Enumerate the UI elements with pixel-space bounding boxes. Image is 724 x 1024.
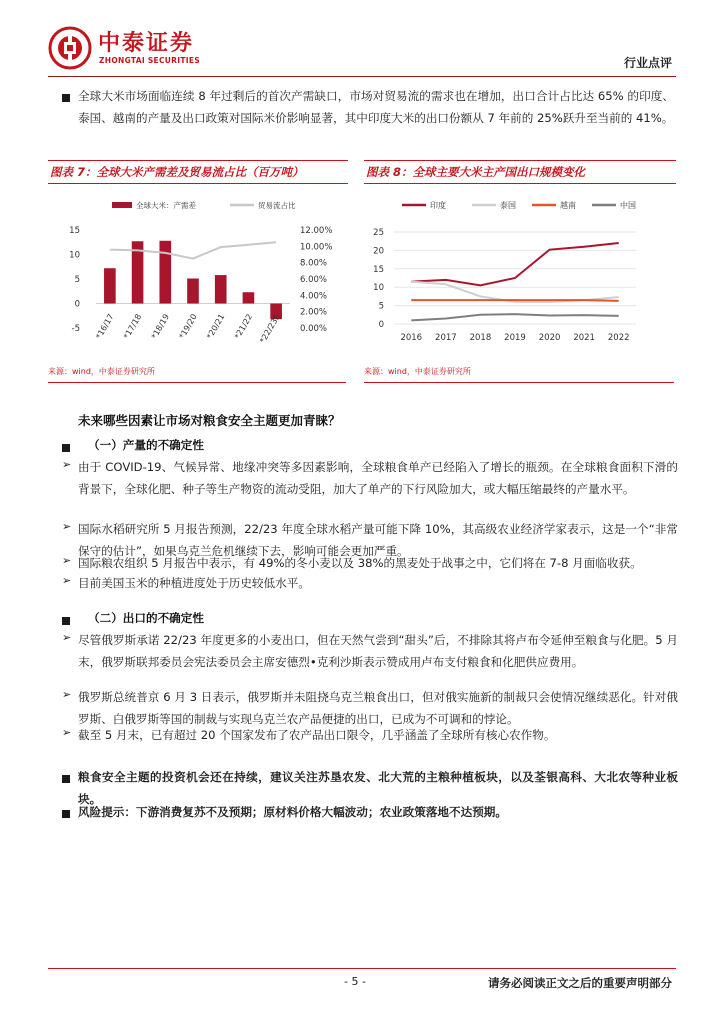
fig7-bar	[104, 268, 116, 303]
fig8-legend-label: 中国	[620, 201, 636, 210]
fig7-legend	[112, 200, 296, 210]
section-1-item: 国际粮农组织 5 月报告中表示，有 49%的冬小麦以及 38%的黑麦处于战事之中，它们将在 7-8 月面临收获。	[78, 556, 642, 570]
figure-7-bottom-rule	[48, 382, 346, 383]
figure-8-bottom-rule	[364, 382, 674, 383]
section-2-item: 截至 5 月末，已有超过 20 个国家发布了农产品出口限令，几乎涵盖了全球所有核心农作物。	[78, 728, 556, 742]
fig7-bar	[159, 241, 171, 304]
fig8-legend-label: 泰国	[500, 201, 516, 210]
square-bullet-icon	[62, 810, 70, 818]
fig7-right-tick-label: 4.00%	[300, 291, 328, 302]
arrow-bullet-icon: ➢	[62, 574, 72, 587]
fig7-right-tick-label: 6.00%	[300, 275, 328, 285]
fig8-y-tick-label: 5	[378, 301, 384, 312]
square-bullet-icon	[62, 444, 70, 452]
fig7-x-tick-label: *20/21	[205, 312, 227, 341]
figure-7-title: 图表 7：全球大米产需差及贸易流占比（百万吨）	[48, 160, 348, 184]
fig7-left-tick-label: -5	[71, 324, 80, 334]
fig7-right-tick-label: 0.00%	[300, 324, 328, 334]
section-2-heading: （二）出口的不确定性	[88, 611, 204, 625]
fig7-right-tick-label: 2.00%	[300, 307, 328, 318]
fig8-y-tick-label: 10	[373, 283, 384, 294]
figure-8-source: 来源：wind，中泰证券研究所	[364, 367, 471, 376]
section-1-item: 目前美国玉米的种植进度处于历史较低水平。	[78, 576, 310, 590]
header-divider	[48, 76, 676, 77]
fig8-x-tick-label: 2022	[607, 333, 630, 343]
company-logo-icon	[48, 26, 92, 70]
fig8-x-tick-label: 2019	[504, 333, 526, 343]
fig8-series-line	[411, 282, 618, 302]
section-1-heading: （一）产量的不确定性	[88, 438, 204, 452]
fig8-series-line	[411, 300, 618, 301]
section-1-item: 国际水稻研究所 5 月报告预测，22/23 年度全球水稻产量可能下降 10%，其高级农业经济学家表示，这是一个“非常保守的估计”，如果乌克兰危机继续下去，影响可能会更加严重。	[78, 522, 678, 558]
conclusion-paragraph: 粮食安全主题的投资机会还在持续，建议关注苏垦农发、北大荒的主粮种植板块，以及荃银高科、大北农等种业板块。	[78, 770, 678, 806]
legend-swatch-gap	[112, 202, 132, 208]
figure-8-title: 图表 8：全球主要大米主产国出口规模变化	[364, 160, 676, 184]
section-2-item: 尽管俄罗斯承诺 22/23 年度更多的小麦出口，但在天然气尝到“甜头”后，不排除其将卢布令延伸至粮食与化肥。5 月末，俄罗斯联邦委员会宪法委员会主席安德烈•克利沙斯表示赞成用卢布支付粮食和化肥供应费用。	[78, 633, 678, 669]
figure-7-chart	[48, 192, 348, 360]
fig8-legend-label: 印度	[430, 201, 446, 210]
figure-7-source: 来源：wind，中泰证券研究所	[48, 367, 155, 376]
fig7-left-tick-label: 0	[74, 299, 80, 310]
fig7-right-tick-label: 10.00%	[300, 242, 333, 253]
fig8-x-tick-label: 2017	[435, 333, 457, 343]
fig7-x-tick-label: *16/17	[94, 312, 116, 341]
fig7-x-tick-label: *18/19	[149, 312, 172, 341]
fig7-left-tick-label: 5	[74, 275, 80, 285]
fig7-right-tick-label: 8.00%	[300, 258, 328, 269]
fig8-series-line	[411, 314, 618, 320]
arrow-bullet-icon: ➢	[62, 726, 72, 739]
fig8-series-line	[411, 243, 618, 285]
intro-paragraph: 全球大米市场面临连续 8 年过剩后的首次产需缺口，市场对贸易流的需求也在增加，出口合计占比达 65% 的印度、泰国、越南的产量及出口政策对国际米价影响显著，其中印度大米的出口份额从 7 年前的 25%跃升至当前的 41%。	[78, 89, 674, 125]
page-number: - 5 -	[344, 975, 366, 988]
logo-text-cn: 中泰证券	[98, 31, 195, 56]
fig8-y-tick-label: 15	[373, 264, 384, 275]
risk-warning: 风险提示：下游消费复苏不及预期；原材料价格大幅波动；农业政策落地不达预期。	[78, 805, 507, 819]
square-bullet-icon	[62, 94, 70, 102]
arrow-bullet-icon: ➢	[62, 554, 72, 567]
arrow-bullet-icon: ➢	[62, 458, 72, 471]
fig7-x-tick-label: *19/20	[177, 312, 199, 341]
section-question-heading: 未来哪些因素让市场对粮食安全主题更加青睐？	[78, 413, 341, 428]
fig8-y-tick-label: 20	[373, 246, 384, 257]
fig7-x-tick-label: *22/23E	[258, 312, 282, 345]
arrow-bullet-icon: ➢	[62, 520, 72, 533]
fig7-bar	[215, 275, 227, 303]
fig7-left-tick-label: 15	[69, 226, 80, 236]
fig8-legend-label: 越南	[560, 201, 576, 210]
arrow-bullet-icon: ➢	[62, 688, 72, 701]
fig8-x-tick-label: 2021	[573, 333, 595, 343]
legend-label-gap: 全球大米：产需差	[136, 201, 196, 210]
footer-disclaimer: 请务必阅读正文之后的重要声明部分	[488, 976, 672, 990]
fig8-x-tick-label: 2016	[400, 333, 423, 343]
figure-8-chart	[364, 192, 674, 360]
fig8-x-tick-label: 2018	[469, 333, 492, 343]
fig8-y-tick-label: 25	[373, 228, 384, 238]
logo-text-en: ZHONGTAI SECURITIES	[99, 56, 200, 65]
fig7-left-tick-label: 10	[69, 250, 80, 261]
fig7-right-tick-label: 12.00%	[300, 226, 333, 236]
arrow-bullet-icon: ➢	[62, 631, 72, 644]
document-type: 行业点评	[623, 56, 672, 70]
legend-label-trade: 贸易流占比	[258, 201, 296, 210]
fig7-x-tick-label: *21/22	[232, 312, 255, 341]
section-1-item: 由于 COVID-19、气候异常、地缘冲突等多因素影响，全球粮食单产已经陷入了增长的瓶颈。在全球粮食面积下滑的背景下，全球化肥、种子等生产物资的流动受阻，加大了单产的下行风险加大，或大幅压缩最终的产量水平。	[78, 460, 678, 496]
fig7-x-tick-label: *17/18	[121, 312, 144, 341]
section-2-item: 俄罗斯总统普京 6 月 3 日表示，俄罗斯并未阻挠乌克兰粮食出口，但对俄实施新的制裁只会使情况继续恶化。针对俄罗斯、白俄罗斯等国的制裁与实现乌克兰农产品便捷的出口，已成为不可调和的悖论。	[78, 690, 678, 726]
square-bullet-icon	[62, 617, 70, 625]
fig8-y-tick-label: 0	[378, 320, 384, 330]
fig7-bar	[187, 279, 199, 304]
square-bullet-icon	[62, 775, 70, 783]
footer-divider	[48, 968, 676, 969]
fig8-x-tick-label: 2020	[538, 333, 561, 343]
fig7-bar	[243, 292, 255, 303]
